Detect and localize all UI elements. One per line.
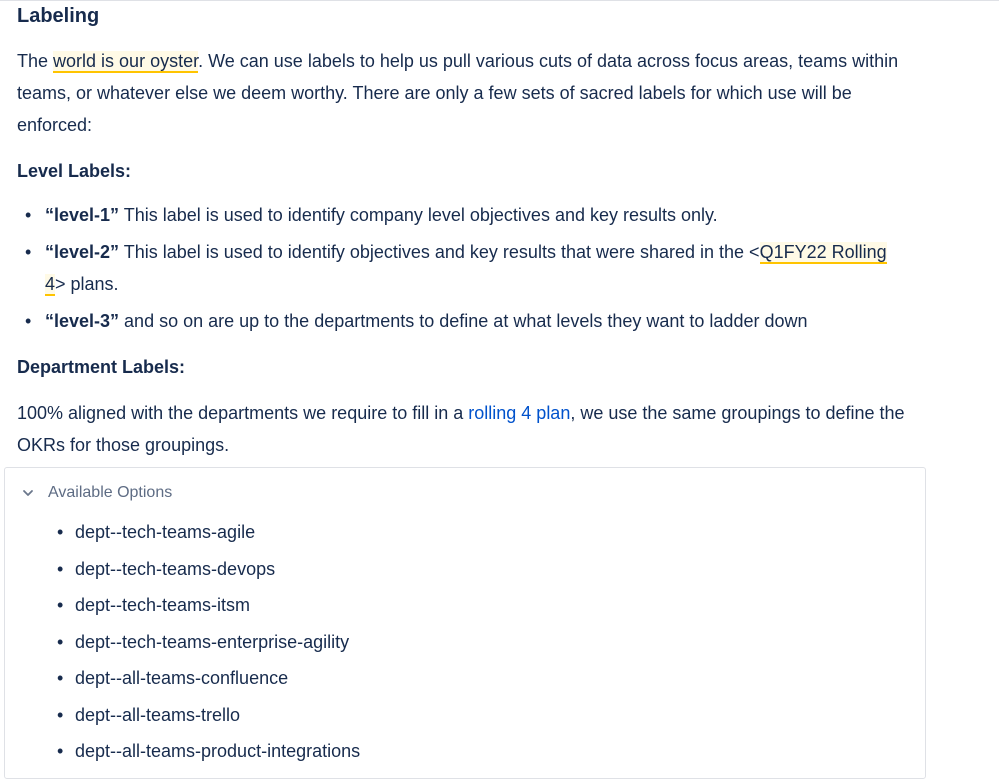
bullet-icon: • bbox=[57, 704, 64, 725]
bullet-icon: • bbox=[57, 522, 64, 542]
level-label-after: > plans. bbox=[55, 274, 119, 294]
level-labels-heading: Level Labels: bbox=[17, 161, 132, 181]
option-label: dept--tech-teams-devops bbox=[75, 558, 276, 579]
list-item bbox=[51, 553, 360, 585]
list-item bbox=[51, 662, 360, 694]
level-label-text: and so on are up to the departments to define at what levels they want to ladder down bbox=[119, 311, 808, 331]
option-label: dept--tech-teams-agile bbox=[75, 522, 256, 542]
option-label: dept--tech-teams-itsm bbox=[75, 595, 251, 615]
bullet-icon: • bbox=[57, 741, 64, 761]
list-item bbox=[17, 236, 907, 300]
bullet-icon: • bbox=[25, 242, 32, 262]
list-item bbox=[51, 516, 360, 548]
list-item bbox=[17, 305, 907, 337]
expand-panel bbox=[4, 467, 926, 779]
level-label-name: “level-1” bbox=[45, 205, 120, 225]
chevron-down-icon bbox=[21, 486, 35, 500]
bullet-icon: • bbox=[25, 311, 32, 331]
list-item bbox=[17, 199, 907, 231]
intro-pre: The bbox=[17, 51, 54, 71]
option-label: dept--all-teams-product-integrations bbox=[75, 741, 361, 761]
section-title: Labeling bbox=[17, 5, 100, 27]
level-label-text: This label is used to identify objectives and key results that were shared in the < bbox=[119, 242, 760, 262]
expand-toggle[interactable] bbox=[21, 481, 172, 505]
department-labels-heading: Department Labels: bbox=[17, 357, 186, 377]
bullet-icon: • bbox=[57, 668, 64, 688]
options-list bbox=[51, 516, 360, 772]
rolling-4-plan-link[interactable]: rolling 4 plan bbox=[468, 403, 571, 423]
department-paragraph bbox=[17, 397, 907, 461]
department-pre: 100% aligned with the departments we require to fill in a bbox=[17, 403, 469, 423]
option-label: dept--tech-teams-enterprise-agility bbox=[75, 631, 350, 652]
bullet-icon: • bbox=[57, 558, 64, 579]
bullet-icon: • bbox=[25, 205, 32, 225]
list-item bbox=[51, 626, 360, 658]
level-label-text: This label is used to identify company level objectives and key results only. bbox=[119, 205, 718, 225]
inline-comment-highlight[interactable]: world is our oyster bbox=[53, 51, 199, 71]
level-labels-list bbox=[17, 199, 907, 342]
bullet-icon: • bbox=[57, 595, 64, 615]
intro-paragraph bbox=[17, 45, 907, 141]
intro-post: . We can use labels to help us pull various cuts of data across focus areas, teams within teams, or whatever else we deem worthy. There are only a few sets of sacred labels for which use will be enforced: bbox=[17, 51, 899, 135]
department-post: , we use the same groupings to define the OKRs for those groupings. bbox=[17, 403, 905, 455]
option-label: dept--all-teams-confluence bbox=[75, 668, 289, 688]
list-item bbox=[51, 735, 360, 767]
option-label: dept--all-teams-trello bbox=[75, 704, 241, 725]
level-label-name: “level-3” bbox=[45, 311, 120, 331]
level-label-name: “level-2” bbox=[45, 242, 120, 262]
list-item bbox=[51, 589, 360, 621]
list-item bbox=[51, 699, 360, 731]
bullet-icon: • bbox=[57, 631, 64, 652]
expand-title: Available Options bbox=[48, 484, 173, 501]
inline-comment-highlight[interactable]: Q1FY22 Rolling 4 bbox=[45, 242, 887, 294]
top-divider bbox=[0, 0, 999, 1]
